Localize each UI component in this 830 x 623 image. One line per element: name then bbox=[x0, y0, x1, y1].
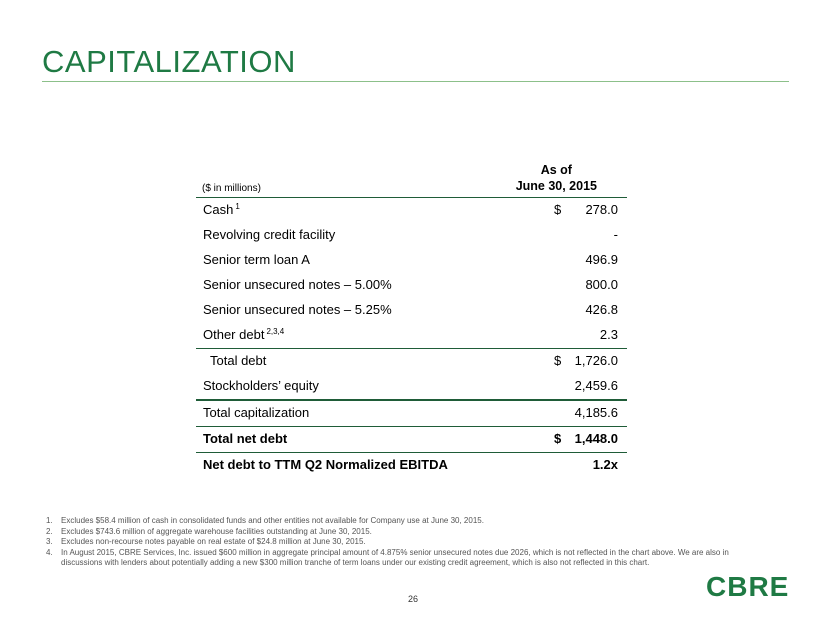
footnote-text: Excludes $58.4 million of cash in consolidated funds and other entities not available for Company use at June 30, 2015. bbox=[61, 516, 484, 525]
page-number: 26 bbox=[408, 594, 419, 604]
table-row-stockholders-equity bbox=[196, 374, 627, 399]
row-label: Net debt to TTM Q2 Normalized EBITDA bbox=[203, 457, 448, 472]
row-value: 800.0 bbox=[585, 277, 618, 292]
table-row-term-loan bbox=[196, 248, 627, 273]
row-value: 1,448.0 bbox=[574, 431, 618, 446]
row-value: 2.3 bbox=[599, 327, 618, 342]
footnote-number: 1. bbox=[46, 516, 53, 525]
row-label: Cash $^1$ bbox=[203, 202, 240, 217]
footnote-item bbox=[46, 527, 746, 538]
footnote-number: 4. bbox=[46, 547, 53, 557]
table-row-cash bbox=[196, 198, 627, 223]
row-label: Total debt bbox=[210, 353, 267, 368]
title-divider bbox=[42, 81, 789, 82]
table-row-total-debt bbox=[196, 348, 627, 374]
column-header-line2: June 30, 2015 bbox=[515, 179, 597, 193]
row-label: Senior unsecured notes – 5.00% bbox=[203, 277, 392, 292]
footnote-item bbox=[46, 537, 746, 548]
capitalization-table bbox=[196, 165, 627, 478]
table-row-total-net-debt bbox=[196, 426, 627, 453]
table-row-notes-525 bbox=[196, 298, 627, 323]
column-header bbox=[516, 162, 597, 194]
row-label: Revolving credit facility bbox=[203, 227, 336, 242]
table-row-net-debt-ratio bbox=[196, 453, 627, 478]
footnotes bbox=[46, 516, 746, 569]
row-value: 4,185.6 bbox=[574, 405, 618, 420]
units-label: ($ in millions) bbox=[202, 183, 261, 194]
table-row-total-capitalization bbox=[196, 399, 627, 426]
footnote-number: 3. bbox=[46, 537, 53, 546]
row-label: Total capitalization bbox=[203, 405, 310, 420]
row-value: 1.2x bbox=[592, 457, 618, 472]
footnote-item bbox=[46, 516, 746, 527]
row-currency: $ bbox=[554, 431, 562, 446]
footnote-text: Excludes non-recourse notes payable on real estate of $24.8 million at June 30, 2015. bbox=[61, 537, 366, 546]
footnote-ref: 2,3,4 bbox=[266, 327, 285, 336]
footnote-text: In August 2015, CBRE Services, Inc. issued $600 million in aggregate principal amount of 4.875% senior unsecured notes due 2026, which is not reflected in the chart above. We are also in discussions with lenders about potentially adding a new $300 million tranche of term loans under our existing credit agreement, which is also not reflected in this chart. bbox=[61, 547, 729, 567]
footnote-ref: 1 bbox=[235, 202, 240, 211]
row-label: Senior unsecured notes – 5.25% bbox=[203, 302, 392, 317]
footnote-number: 2. bbox=[46, 526, 53, 536]
cbre-logo: CBRE bbox=[706, 571, 790, 602]
row-currency: $ bbox=[554, 353, 562, 368]
footnote-text: Excludes $743.6 million of aggregate warehouse facilities outstanding at June 30, 2015. bbox=[61, 526, 372, 536]
row-value: 1,726.0 bbox=[574, 353, 618, 368]
row-value: 496.9 bbox=[585, 252, 618, 267]
page-title: CAPITALIZATION bbox=[42, 44, 296, 79]
table-header bbox=[196, 165, 627, 198]
row-label: Stockholders’ equity bbox=[203, 378, 319, 393]
column-header-line1: As of bbox=[540, 163, 572, 177]
row-label: Senior term loan A bbox=[203, 252, 310, 267]
row-label: Total net debt bbox=[203, 431, 288, 446]
table-row-other-debt bbox=[196, 323, 627, 348]
row-value: 278.0 bbox=[585, 202, 618, 217]
table-row-notes-500 bbox=[196, 273, 627, 298]
row-value: 426.8 bbox=[585, 302, 618, 317]
row-value: 2,459.6 bbox=[574, 378, 618, 393]
row-label: Other debt $^{2,3,4}$ bbox=[203, 327, 285, 342]
footnote-item bbox=[46, 548, 746, 569]
table-row-revolving-credit bbox=[196, 223, 627, 248]
row-value: - bbox=[613, 227, 618, 242]
row-currency: $ bbox=[554, 202, 562, 217]
